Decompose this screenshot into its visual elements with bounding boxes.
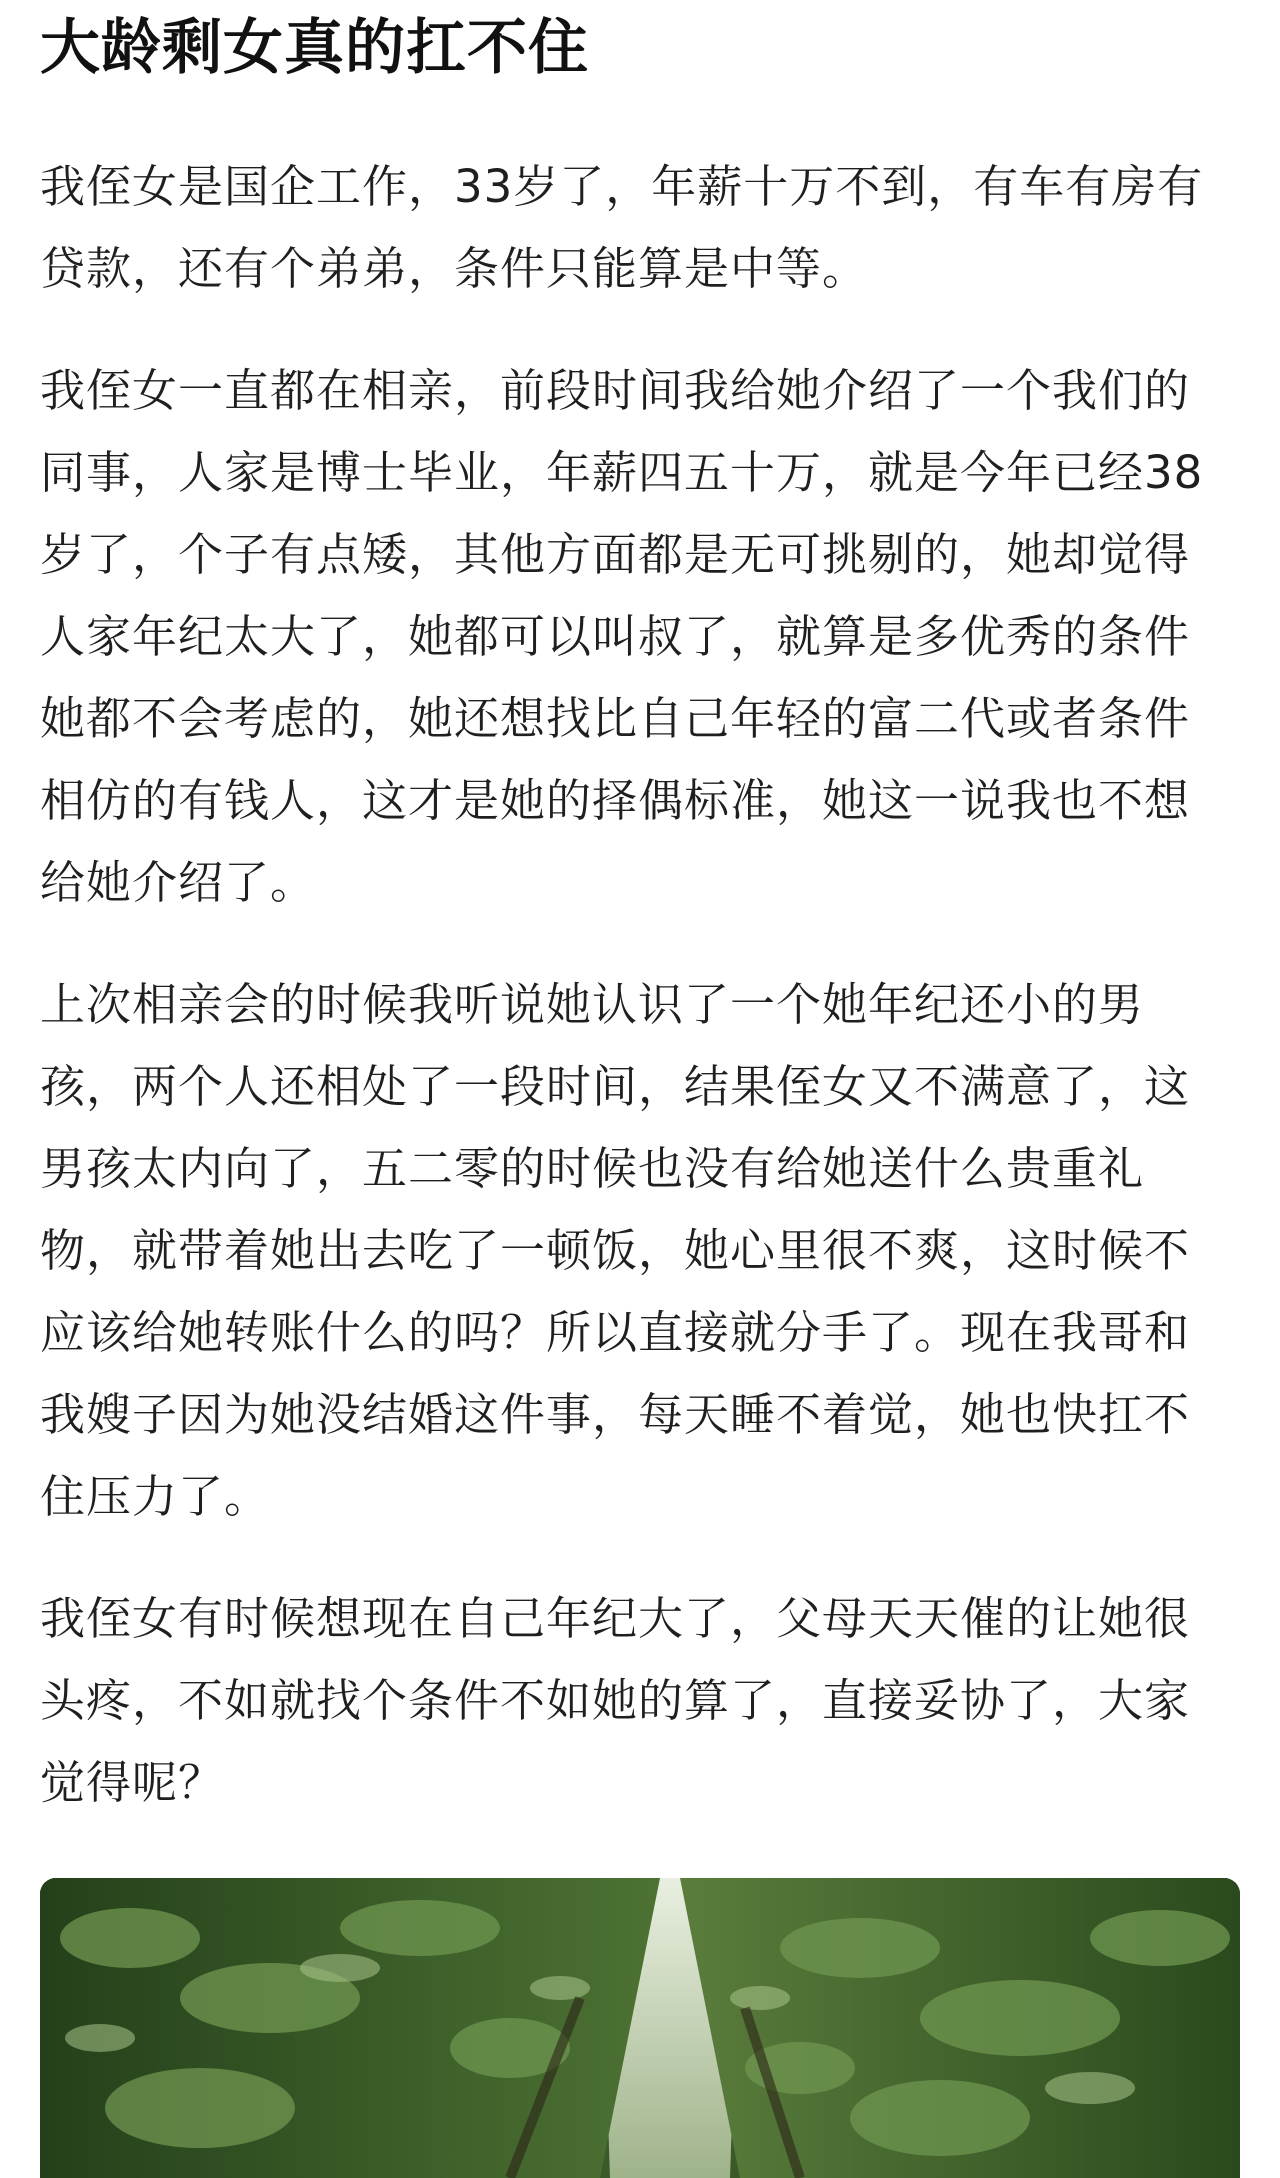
paragraph-4: 我侄女有时候想现在自己年纪大了，父母天天催的让她很头疼，不如就找个条件不如她的算了，直接妥协了，大家觉得呢？ — [40, 1592, 1191, 1809]
article — [40, 0, 1240, 1809]
paragraph-2: 我侄女一直都在相亲，前段时间我给她介绍了一个我们的同事，人家是博士毕业，年薪四五十万，就是今年已经38岁了，个子有点矮，其他方面都是无可挑剔的，她却觉得人家年纪太大了，她都可以叫叔了，就算是多优秀的条件她都不会考虑的，她还想找比自己年轻的富二代或者条件相仿的有钱人，这才是她的择偶标准，她这一说我也不想给她介绍了。 — [40, 364, 1204, 909]
photo-icon — [40, 1878, 1240, 2178]
article-title: 大龄剩女真的扛不住 — [40, 13, 589, 83]
paragraph-3: 上次相亲会的时候我听说她认识了一个她年纪还小的男孩，两个人还相处了一段时间，结果侄女又不满意了，这男孩太内向了，五二零的时候也没有给她送什么贵重礼物，就带着她出去吃了一顿饭，她心里很不爽，这时候不应该给她转账什么的吗？所以直接就分手了。现在我哥和我嫂子因为她没结婚这件事，每天睡不着觉，她也快扛不住压力了。 — [40, 978, 1191, 1523]
paragraph-1: 我侄女是国企工作，33岁了，年薪十万不到，有车有房有贷款，还有个弟弟，条件只能算是中等。 — [40, 160, 1204, 295]
article-photo[interactable] — [40, 1878, 1240, 2178]
